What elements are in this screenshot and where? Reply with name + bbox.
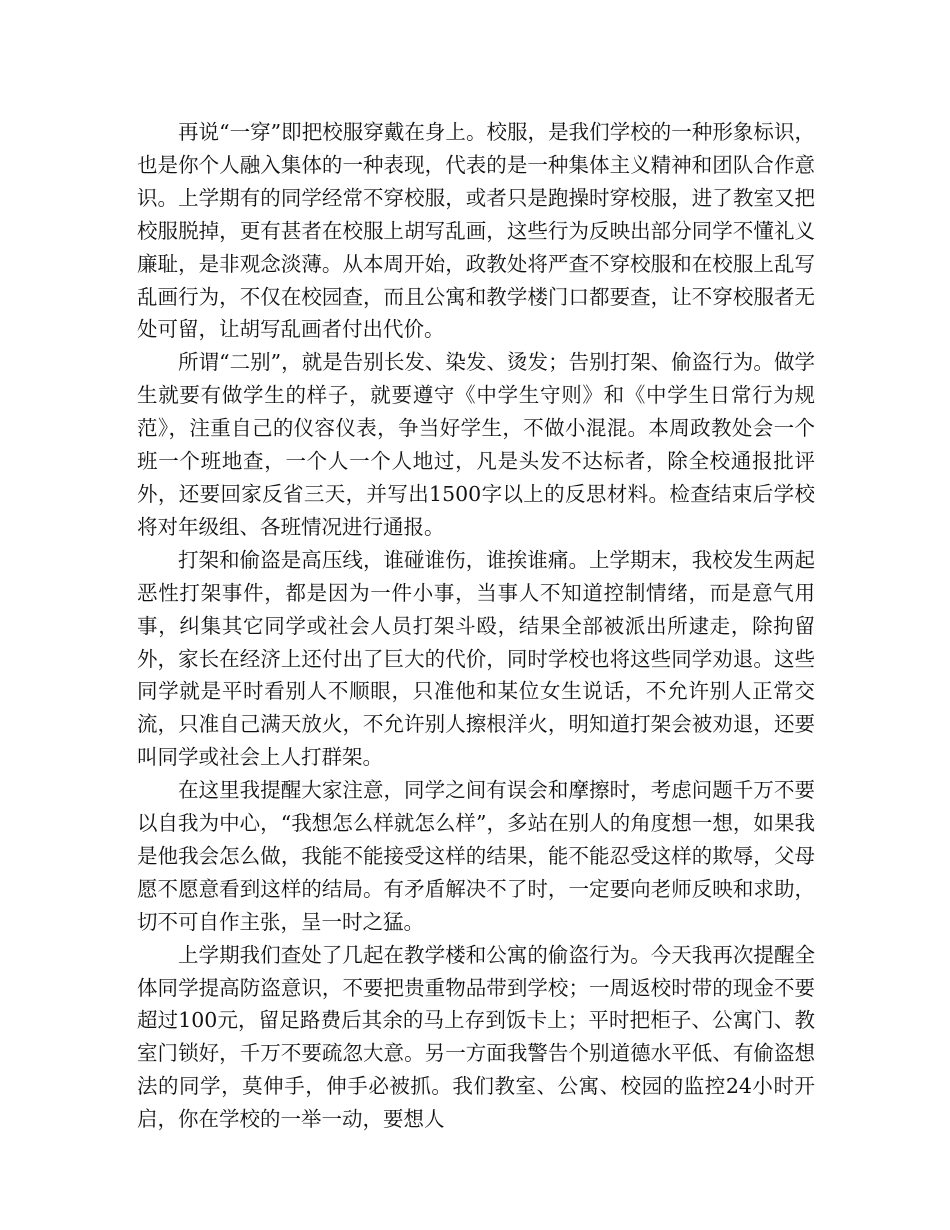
paragraph-school-uniform: 再说“一穿”即把校服穿戴在身上。校服，是我们学校的一种形象标识，也是你个人融入集体的一种表现，代表的是一种集体主义精神和团队合作意识。上学期有的同学经常不穿校服，或者只是跑操时穿校服，进了教室又把校服脱掉，更有甚者在校服上胡写乱画，这些行为反映出部分同学不懂礼义廉耻，是非观念淡薄。从本周开始，政教处将严查不穿校服和在校服上乱写乱画行为，不仅在校园查，而且公寓和教学楼门口都要查，让不穿校服者无处可留，让胡写乱画者付出代价。 — [137, 120, 815, 342]
paragraph-fighting-theft: 打架和偷盗是高压线，谁碰谁伤，谁挨谁痛。上学期末，我校发生两起恶性打架事件，都是因为一件小事，当事人不知道控制情绪，而是意气用事，纠集其它同学或社会人员打架斗殴，结果全部被派出所逮走，除拘留外，家长在经济上还付出了巨大的代价，同时学校也将这些同学劝退。这些同学就是平时看别人不顺眼，只准他和某位女生说话，不允许别人正常交流，只准自己满天放火，不允许别人擦根洋火，明知道打架会被劝退，还要叫同学或社会上人打群架。 — [137, 547, 815, 770]
paragraph-reminder: 在这里我提醒大家注意，同学之间有误会和摩擦时，考虑问题千万不要以自我为中心，“我想怎么样就怎么样”，多站在别人的角度想一想，如果我是他我会怎么做，我能不能接受这样的结果，能不能忍受这样的欺辱，父母愿不愿意看到这样的结局。有矛盾解决不了时，一定要向老师反映和求助，切不可自作主张，呈一时之猛。 — [137, 778, 815, 934]
document-body — [137, 116, 815, 1136]
paragraph-theft-prevention: 上学期我们查处了几起在教学楼和公寓的偷盗行为。今天我再次提醒全体同学提高防盗意识，不要把贵重物品带到学校；一周返校时带的现金不要超过100元，留足路费后其余的马上存到饭卡上；平时把柜子、公寓门、教室门锁好，千万不要疏忽大意。另一方面我警告个别道德水平低、有偷盗想法的同学，莫伸手，伸手必被抓。我们教室、公寓、校园的监控24小时开启，你在学校的一举一动，要想人 — [137, 942, 815, 1132]
paragraph-two-farewells: 所谓“二别”，就是告别长发、染发、烫发；告别打架、偷盗行为。做学生就要有做学生的样子，就要遵守《中学生守则》和《中学生日常行为规范》，注重自己的仪容仪表，争当好学生，不做小混混。本周政教处会一个班一个班地查，一个人一个人地过，凡是头发不达标者，除全校通报批评外，还要回家反省三天，并写出1500字以上的反思材料。检查结束后学校将对年级组、各班情况进行通报。 — [137, 350, 815, 539]
